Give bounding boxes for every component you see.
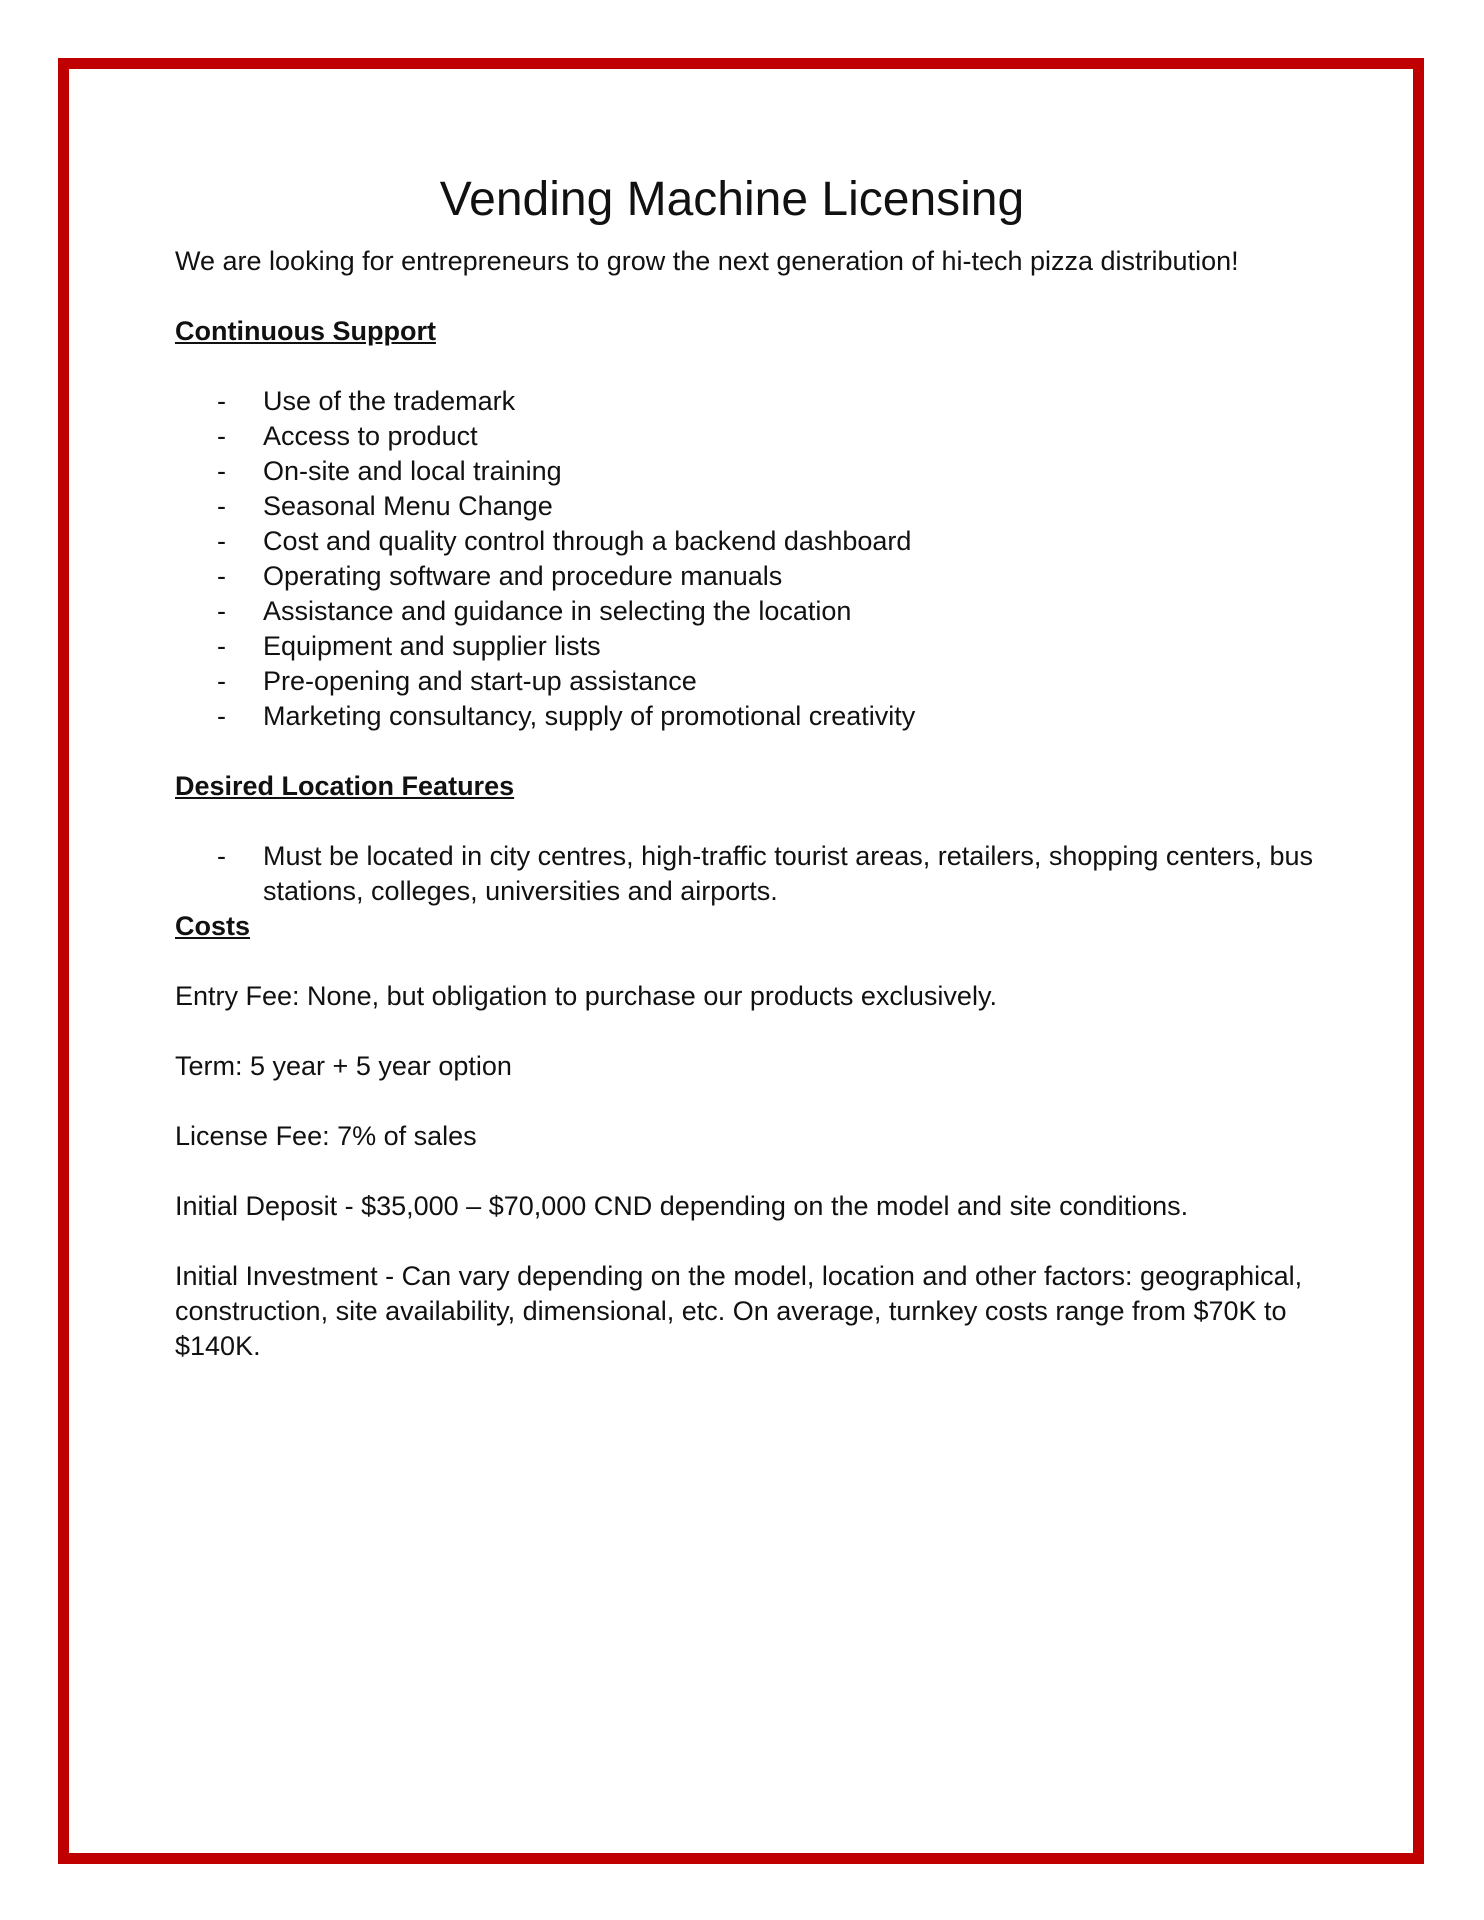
costs-heading: Costs	[175, 911, 251, 941]
dash-bullet-icon: -	[217, 841, 226, 871]
dash-bullet-icon: -	[217, 631, 226, 661]
list-item: - Access to product	[175, 419, 1325, 454]
list-item: - Must be located in city centres, high-traffic tourist areas, retailers, shopping centers, bus stations, colleges, universities and airports.	[217, 841, 1314, 906]
dash-bullet-icon: -	[217, 596, 226, 626]
page-title: Vending Machine Licensing	[439, 173, 1025, 226]
continuous-support-list	[175, 384, 1325, 734]
desired-location-list	[175, 839, 1325, 909]
list-item: - Seasonal Menu Change	[175, 489, 1325, 524]
list-item: - Use of the trademark	[175, 384, 1325, 419]
dash-bullet-icon: -	[217, 421, 226, 451]
term-text: Term: 5 year + 5 year option	[175, 1051, 512, 1081]
list-item: - Assistance and guidance in selecting the location	[175, 594, 1325, 629]
entry-fee-text: Entry Fee: None, but obligation to purchase our products exclusively.	[175, 981, 997, 1011]
list-item: - Equipment and supplier lists	[175, 629, 1325, 664]
dash-bullet-icon: -	[217, 561, 226, 591]
dash-bullet-icon: -	[217, 386, 226, 416]
document-body	[175, 170, 1325, 1399]
dash-bullet-icon: -	[217, 526, 226, 556]
dash-bullet-icon: -	[217, 491, 226, 521]
initial-deposit-text: Initial Deposit - $35,000 – $70,000 CND depending on the model and site conditions.	[175, 1191, 1189, 1221]
initial-investment-text: Initial Investment - Can vary depending on the model, location and other factors: geographical, construction, site availability, dimensional, etc. On average, turnkey costs range from $70K to $140K.	[175, 1261, 1303, 1361]
license-fee-text: License Fee: 7% of sales	[175, 1121, 477, 1151]
list-item: - On-site and local training	[175, 454, 1325, 489]
list-item: - Operating software and procedure manuals	[175, 559, 1325, 594]
dash-bullet-icon: -	[217, 701, 226, 731]
intro-paragraph: We are looking for entrepreneurs to grow the next generation of hi-tech pizza distribution!	[175, 246, 1239, 276]
dash-bullet-icon: -	[217, 666, 226, 696]
dash-bullet-icon: -	[217, 456, 226, 486]
continuous-support-heading: Continuous Support	[175, 316, 436, 346]
list-item: - Cost and quality control through a backend dashboard	[175, 524, 1325, 559]
spacer	[175, 734, 1325, 769]
list-item: - Pre-opening and start-up assistance	[175, 664, 1325, 699]
desired-location-heading: Desired Location Features	[175, 771, 515, 801]
list-item: - Marketing consultancy, supply of promotional creativity	[175, 699, 1325, 734]
